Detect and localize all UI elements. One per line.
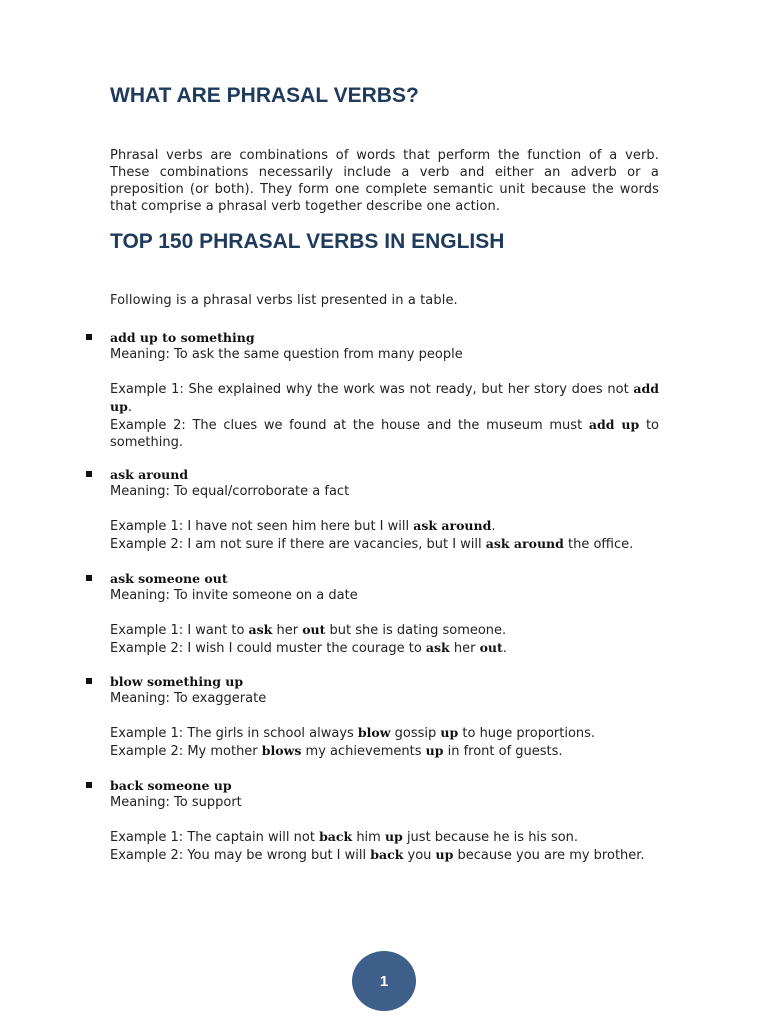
example-1: Example 1: I want to ask her out but she is dating someone. — [110, 622, 507, 638]
example-2: Example 2: My mother blows my achievements up in front of guests. — [110, 743, 563, 759]
lead-paragraph: Following is a phrasal verbs list presented in a table. — [110, 293, 458, 308]
emphasized-verb-part: ask around — [485, 536, 564, 551]
emphasized-verb-part: up — [425, 743, 444, 758]
meaning-line: Meaning: To equal/corroborate a fact — [110, 484, 350, 499]
example-1: Example 1: I have not seen him here but I will ask around. — [110, 518, 496, 534]
square-bullet-icon — [86, 334, 92, 340]
meaning-line: Meaning: To ask the same question from many people — [110, 347, 463, 362]
meaning-line: Meaning: To support — [110, 795, 242, 810]
example-2: Example 2: I wish I could muster the courage to ask her out. — [110, 640, 507, 656]
emphasized-verb-part: out — [479, 640, 503, 655]
example-1: Example 1: The captain will not back him up just because he is his son. — [110, 829, 579, 845]
emphasized-verb-part: ask — [248, 622, 273, 637]
example-2: Example 2: I am not sure if there are vacancies, but I will ask around the office. — [110, 536, 634, 552]
emphasized-verb-part: add up — [110, 381, 659, 414]
example-1: Example 1: She explained why the work was not ready, but her story does not add up. — [110, 381, 659, 415]
page-title: WHAT ARE PHRASAL VERBS? — [110, 84, 419, 107]
phrasal-verb-term: ask around — [110, 467, 189, 482]
phrasal-verb-term: back someone up — [110, 778, 232, 793]
page-number-badge: 1 — [352, 951, 416, 1011]
emphasized-verb-part: blows — [261, 743, 302, 758]
emphasized-verb-part: out — [302, 622, 326, 637]
emphasized-verb-part: up — [440, 725, 459, 740]
emphasized-verb-part: ask around — [413, 518, 492, 533]
intro-paragraph: Phrasal verbs are combinations of words that perform the function of a verb. These combinations necessarily include a verb and either an adverb or a preposition (or both). They form one complete semantic unit because the words that comprise a phrasal verb together describe one action. — [110, 148, 659, 214]
emphasized-verb-part: ask — [425, 640, 450, 655]
phrasal-verb-term: add up to something — [110, 330, 255, 345]
meaning-line: Meaning: To invite someone on a date — [110, 588, 358, 603]
square-bullet-icon — [86, 471, 92, 477]
phrasal-verb-term: ask someone out — [110, 571, 228, 586]
emphasized-verb-part: back — [319, 829, 353, 844]
meaning-line: Meaning: To exaggerate — [110, 691, 267, 706]
square-bullet-icon — [86, 575, 92, 581]
square-bullet-icon — [86, 782, 92, 788]
emphasized-verb-part: up — [384, 829, 403, 844]
example-1: Example 1: The girls in school always blow gossip up to huge proportions. — [110, 725, 596, 741]
phrasal-verb-term: blow something up — [110, 674, 244, 689]
section-heading: TOP 150 PHRASAL VERBS IN ENGLISH — [110, 230, 505, 253]
example-2: Example 2: You may be wrong but I will back you up because you are my brother. — [110, 847, 645, 863]
square-bullet-icon — [86, 678, 92, 684]
emphasized-verb-part: blow — [357, 725, 391, 740]
emphasized-verb-part: back — [370, 847, 404, 862]
example-2: Example 2: The clues we found at the house and the museum must add up to something. — [110, 417, 659, 450]
emphasized-verb-part: up — [435, 847, 454, 862]
emphasized-verb-part: add up — [588, 417, 640, 432]
